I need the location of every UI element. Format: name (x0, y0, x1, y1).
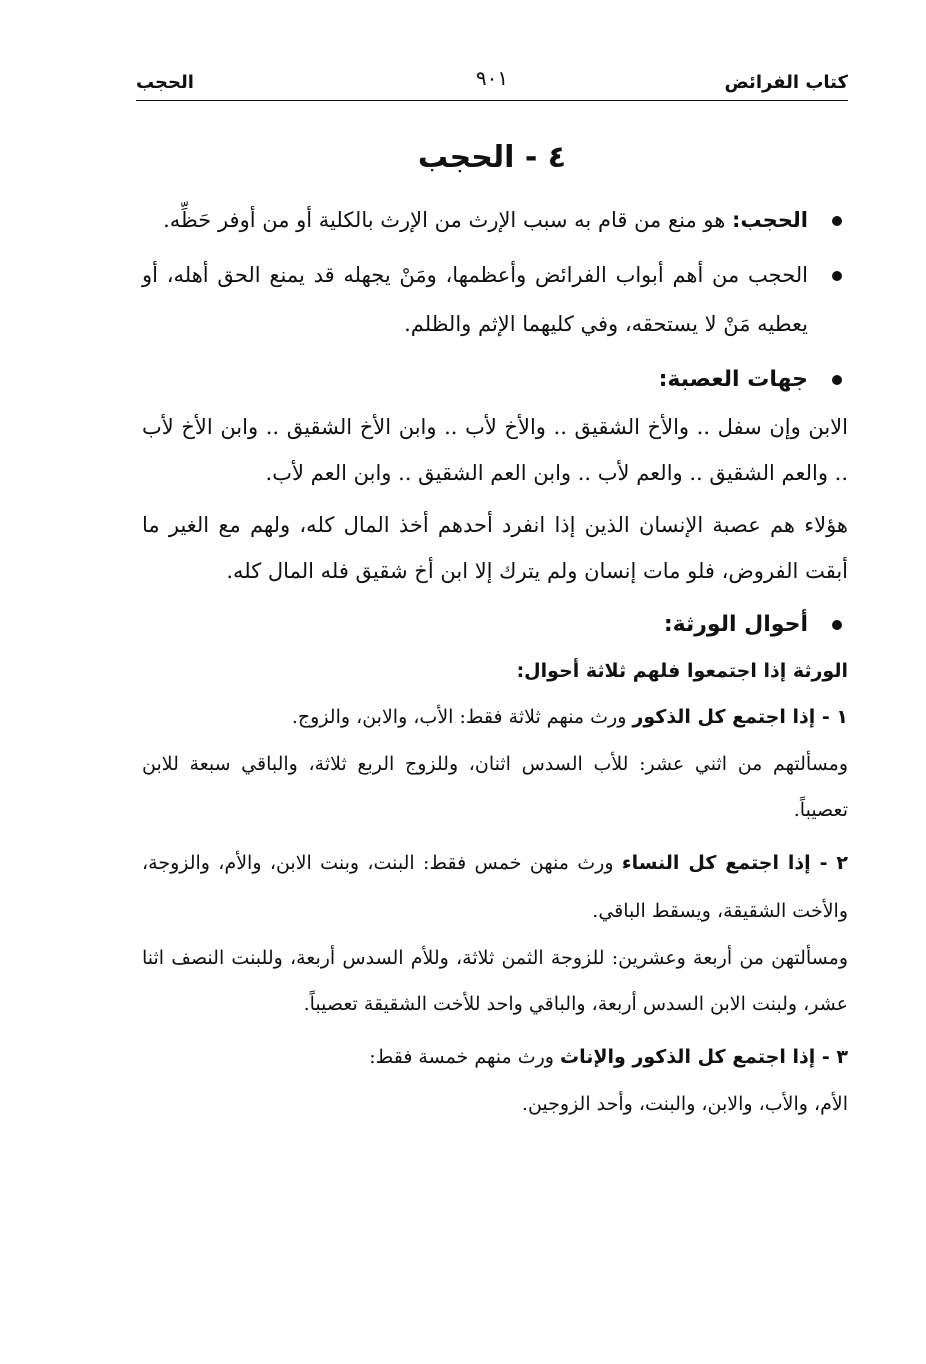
case-3 (142, 1033, 848, 1081)
case-1-detail: ومسألتهم من اثني عشر: للأب السدس اثنان، وللزوج الربع ثلاثة، والباقي سبعة للابن تعصيباً. (142, 753, 848, 821)
page-body (142, 196, 848, 1133)
header-section-title: الحجب (136, 72, 194, 93)
case-2-number: ٢ - (819, 852, 848, 874)
case-2-text: ورث منهن خمس فقط: البنت، وبنت الابن، والأم، والزوجة، والأخت الشقيقة، ويسقط الباقي. (142, 852, 848, 922)
bullet-icon (832, 375, 842, 385)
case-2-detail: ومسألتهن من أربعة وعشرين: للزوجة الثمن ثلاثة، وللأم السدس أربعة، وللبنت النصف اثنا عشر، ولبنت الابن السدس أربعة، والباقي واحد للأخت الشقيقة تعصيباً. (142, 947, 848, 1015)
case-1-number: ١ - (821, 706, 848, 728)
asaba-explanation-paragraph: هؤلاء هم عصبة الإنسان الذين إذا انفرد أحدهم أخذ المال كله، ولهم مع الغير ما أبقت الفروض، فلو مات إنسان ولم يترك إلا ابن أخ شقيق فله المال كله. (142, 513, 848, 583)
ahwal-heading: أحوال الورثة: (663, 612, 808, 637)
header-book-title: كتاب الفرائض (724, 72, 848, 93)
case-1-text: ورث منهم ثلاثة فقط: الأب، والابن، والزوج. (291, 706, 633, 728)
bullet-definition (142, 196, 848, 245)
bullet-icon (832, 216, 842, 226)
asaba-list-paragraph: الابن وإن سفل .. والأخ الشقيق .. والأخ لأب .. وابن الأخ الشقيق .. وابن الأخ لأب .. والعم الشقيق .. والعم لأب .. وابن العم الشقيق .. وابن العم لأب. (142, 415, 848, 485)
case-1-bold: إذا اجتمع كل الذكور (632, 706, 822, 728)
bullet-icon (832, 271, 842, 281)
definition-paragraph (142, 196, 808, 245)
case-3-number: ٣ - (821, 1046, 848, 1068)
ahwal-intro: الورثة إذا اجتمعوا فلهم ثلاثة أحوال: (516, 660, 848, 682)
case-1 (142, 693, 848, 741)
case-3-detail: الأم، والأب، والابن، والبنت، وأحد الزوجين. (521, 1093, 848, 1115)
page-number: ٩٠١ (475, 66, 509, 90)
asaba-heading: جهات العصبة: (658, 367, 808, 392)
case-3-bold: إذا اجتمع كل الذكور والإناث (559, 1046, 822, 1068)
case-2-bold: إذا اجتمع كل النساء (621, 852, 820, 874)
bullet-importance (142, 251, 848, 349)
definition-label: الحجب: (732, 208, 808, 232)
importance-paragraph: الحجب من أهم أبواب الفرائض وأعظمها، ومَنْ يجهله قد يمنع الحق أهله، أو يعطيه مَنْ لا يستحقه، وفي كليهما الإثم والظلم. (142, 263, 808, 336)
case-2 (142, 839, 848, 935)
chapter-title: ٤ - الحجب (417, 140, 567, 175)
definition-text: هو منع من قام به سبب الإرث من الإرث بالكلية أو من أوفر حَظِّه. (163, 208, 733, 232)
bullet-asaba-heading (142, 355, 848, 404)
case-3-text: ورث منهم خمسة فقط: (369, 1046, 560, 1068)
running-header (136, 68, 848, 101)
bullet-icon (832, 620, 842, 630)
bullet-ahwal-heading (142, 600, 848, 649)
